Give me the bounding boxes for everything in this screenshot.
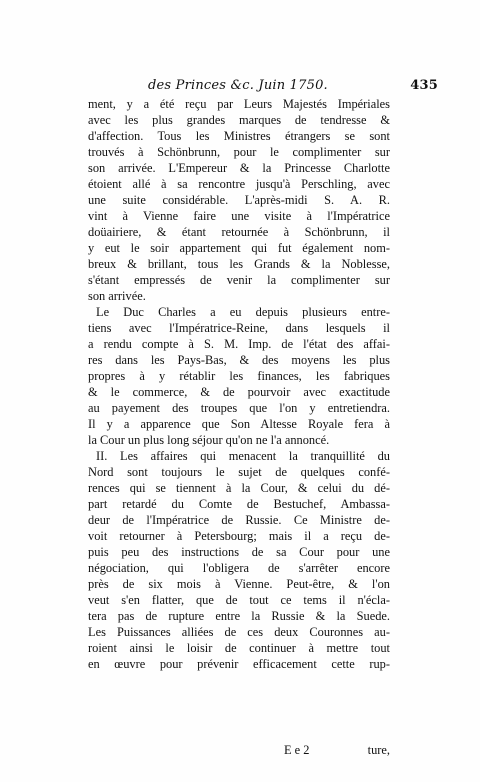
running-header xyxy=(148,78,438,93)
text-line: une suite considérable. L'après-midi S. A. R. xyxy=(88,193,390,207)
text-line: propres à y rétablir les finances, les fabriques xyxy=(88,369,390,383)
text-line: veut s'en flatter, que de tout ce tems il n'écla- xyxy=(88,593,390,607)
text-line: Il y a apparence que Son Altesse Royale fera à xyxy=(88,417,390,431)
text-line: rences qui se tiennent à la Cour, & celui du dé- xyxy=(88,481,390,495)
text-line: puis peu des instructions de sa Cour pour une xyxy=(88,545,390,559)
text-line: d'affection. Tous les Ministres étrangers se sont xyxy=(88,129,390,143)
text-line: en œuvre pour prévenir efficacement cette rup- xyxy=(88,657,390,671)
text-line: deur de l'Impératrice de Russie. Ce Ministre de- xyxy=(88,513,390,527)
page-footer xyxy=(88,743,390,759)
text-body xyxy=(88,96,390,672)
text-line: & le commerce, & de pourvoir avec exactitude xyxy=(88,385,390,399)
text-line: a rendu compte à S. M. Imp. de l'état des affai- xyxy=(88,337,390,351)
text-line: tera pas de rupture entre la Russie & la Suede. xyxy=(88,609,390,623)
text-line: ment, y a été reçu par Leurs Majestés Impériales xyxy=(88,97,390,111)
text-line: Le Duc Charles a eu depuis plusieurs entre- xyxy=(96,305,390,319)
running-title: des Princes &c. Juin 1750. xyxy=(148,78,328,93)
text-line: voit retourner à Petersbourg; mais il a reçu de- xyxy=(88,529,390,543)
text-line: breux & brillant, tous les Grands & la Noblesse, xyxy=(88,257,390,271)
text-line: la Cour un plus long séjour qu'on ne l'a annoncé. xyxy=(88,433,330,447)
catchword: ture, xyxy=(367,743,390,757)
text-line: doüairiere, & étant retournée à Schönbrunn, il xyxy=(88,225,390,239)
text-line: part retardé du Comte de Bestuchef, Ambassa- xyxy=(88,497,390,511)
text-line: son arrivée. L'Empereur & la Princesse Charlotte xyxy=(88,161,390,175)
text-line: son arrivée. xyxy=(88,289,146,303)
text-line: vint à Vienne faire une visite à l'Impératrice xyxy=(88,209,390,223)
text-line: y eut le soir appartement qui fut également nom- xyxy=(88,241,390,255)
signature-mark: E e 2 xyxy=(284,743,310,757)
text-line: Nord sont toujours le sujet de quelques confé- xyxy=(88,465,390,479)
text-line: s'étant empressés de venir la complimenter sur xyxy=(88,273,390,287)
text-line: avec les plus grandes marques de tendresse & xyxy=(88,113,390,127)
page-number: 435 xyxy=(410,78,438,93)
text-line: Les Puissances alliées de ces deux Couronnes au- xyxy=(88,625,390,639)
text-line: res dans les Pays-Bas, & des moyens les plus xyxy=(88,353,390,367)
text-line: au payement des troupes que l'on y entretiendra. xyxy=(88,401,390,415)
text-line: tiens avec l'Impératrice-Reine, dans lesquels il xyxy=(88,321,390,335)
text-line: roient ainsi le loisir de continuer à mettre tout xyxy=(88,641,390,655)
text-line: trouvés à Schönbrunn, pour le complimenter sur xyxy=(88,145,390,159)
text-line: négociation, qui l'obligera de s'arrêter encore xyxy=(88,561,390,575)
text-line: étoient allé à sa rencontre jusqu'à Perschling, avec xyxy=(88,177,390,191)
text-line: près de six mois à Vienne. Peut-être, & l'on xyxy=(88,577,390,591)
text-line: II. Les affaires qui menacent la tranquillité du xyxy=(96,449,390,463)
